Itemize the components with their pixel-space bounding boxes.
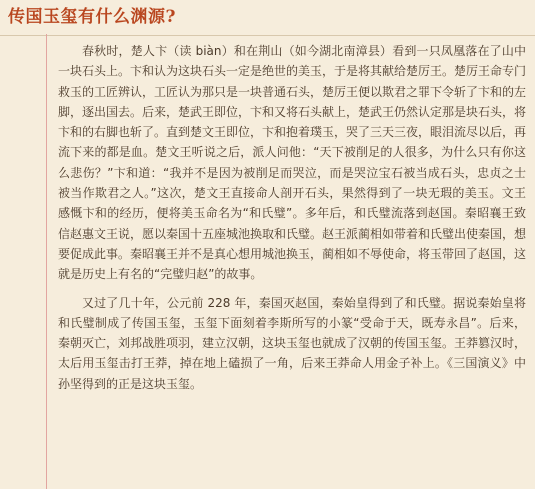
page-title: 传国玉玺有什么渊源? — [8, 7, 176, 27]
title-divider — [0, 35, 535, 36]
margin-line — [46, 34, 47, 489]
paragraph-1: 春秋时，楚人卞（读 biàn）和在荆山（如今湖北南漳县）看到一只凤凰落在了山中一块石头上。卞和认为这块石头一定是绝世的美玉，于是将其献给楚厉王。楚厉王命专门救玉的工匠辨认，工匠认为那只是一块普通石头，楚厉王便以欺君之罪下令斩了卞和的左脚，逐出国去。后来，楚武王即位，卞和又将石头献上，楚武王仍然认定那是块石头，将卞和的右脚也斩了。直到楚文王即位，卞和抱着璞玉，哭了三天三夜，眼泪流尽以后，再流下来的都是血。楚文王听说之后，派人问他：“天下被削足的人很多，为什么只有你这么悲伤？”卞和道：“我并不是因为被削足而哭泣，而是哭泣宝石被当成石头，忠贞之士被当作欺君之人。”这次，楚文王直接命人剖开石头，果然得到了一块无瑕的美玉。文王感慨卞和的经历，便将美玉命名为“和氏璧”。多年后，和氏璧流落到赵国。秦昭襄王致信赵惠文王说，愿以秦国十五座城池换取和氏璧。赵王派蔺相如带着和氏璧出使秦国，想要促成此事。秦昭襄王并不是真心想用城池换玉，蔺相如不辱使命，将玉带回了赵国，这就是历史上有名的“完璧归赵”的故事。 — [58, 44, 527, 282]
article-body — [58, 37, 526, 394]
paragraph-2: 又过了几十年，公元前 228 年，秦国灭赵国，秦始皇得到了和氏璧。据说秦始皇将和氏璧制成了传国玉玺，玉玺下面刻着李斯所写的小篆“受命于天，既寿永昌”。后来，秦朝灭亡，刘邦战胜项羽，建立汉朝，这块玉玺也就成了汉朝的传国玉玺。王莽篡汉时，太后用玉玺击打王莽，掉在地上磕损了一角，后来王莽命人用金子补上。《三国演义》中孙坚得到的正是这块玉玺。 — [58, 295, 527, 391]
